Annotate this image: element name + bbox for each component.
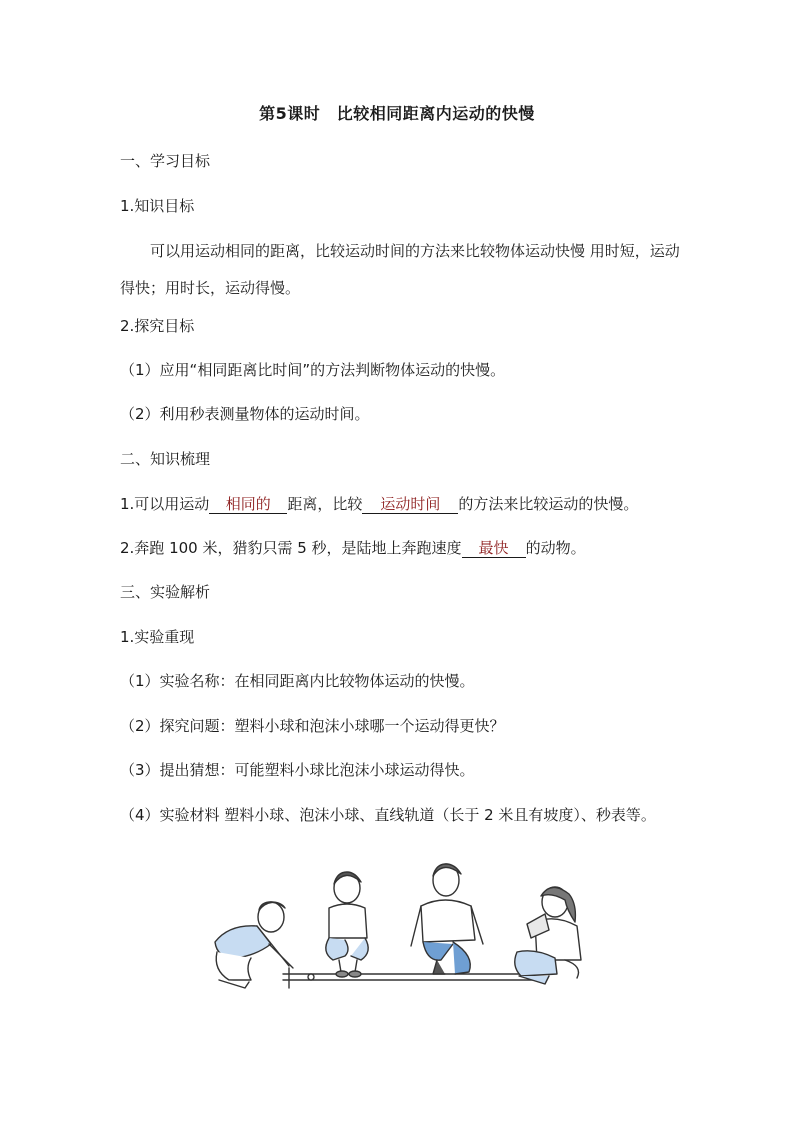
subheading-inquiry-goal: 2.探究目标 (120, 317, 195, 335)
fill-question-1 (120, 494, 638, 514)
page-title: 第5课时 比较相同距离内运动的快慢 (259, 104, 535, 123)
child-kneeling-right (411, 864, 483, 974)
knowledge-goal-paragraph: 可以用运动相同的距离，比较运动时间的方法来比较物体运动快慢 用时短，运动得快；用时长，运动得慢。 (120, 242, 680, 297)
experiment-item-2: （2）探究问题：塑料小球和泡沫小球哪一个运动得更快？ (120, 717, 505, 735)
question-1-text-a: 1.可以用运动 (120, 495, 210, 513)
experiment-item-4: （4）实验材料 塑料小球、泡沫小球、直线轨道（长于 2 米且有坡度）、秒表等。 (120, 806, 656, 824)
inquiry-goal-item-2: （2）利用秒表测量物体的运动时间。 (120, 405, 370, 423)
child-squatting-middle (326, 872, 368, 977)
question-2-text-b: 的动物。 (525, 539, 586, 557)
fill-question-2 (120, 538, 586, 558)
subheading-knowledge-goal: 1.知识目标 (120, 197, 195, 215)
section-heading-experiment: 三、实验解析 (120, 583, 211, 601)
track-line (283, 974, 535, 980)
section-heading-goals: 一、学习目标 (120, 152, 211, 170)
child-crouching-left (215, 902, 293, 988)
experiment-item-3: （3）提出猜想：可能塑料小球比泡沫小球运动得快。 (120, 761, 475, 779)
answer-blank-3: 最快 (462, 539, 526, 558)
question-1-text-c: 的方法来比较运动的快慢。 (458, 495, 639, 513)
section-heading-knowledge: 二、知识梳理 (120, 450, 211, 468)
ball-icon (308, 974, 314, 980)
subheading-experiment-reproduce: 1.实验重现 (120, 628, 195, 646)
inquiry-goal-item-1: （1）应用“相同距离比时间”的方法判断物体运动的快慢。 (120, 361, 506, 379)
question-1-text-b: 距离，比较 (287, 495, 363, 513)
answer-blank-2: 运动时间 (362, 495, 458, 514)
answer-blank-1: 相同的 (209, 495, 287, 514)
child-sitting-girl-right (515, 887, 581, 984)
children-ball-race-illustration (205, 860, 590, 996)
experiment-item-1: （1）实验名称：在相同距离内比较物体运动的快慢。 (120, 672, 475, 690)
question-2-text-a: 2.奔跑 100 米，猎豹只需 5 秒，是陆地上奔跑速度 (120, 539, 462, 557)
